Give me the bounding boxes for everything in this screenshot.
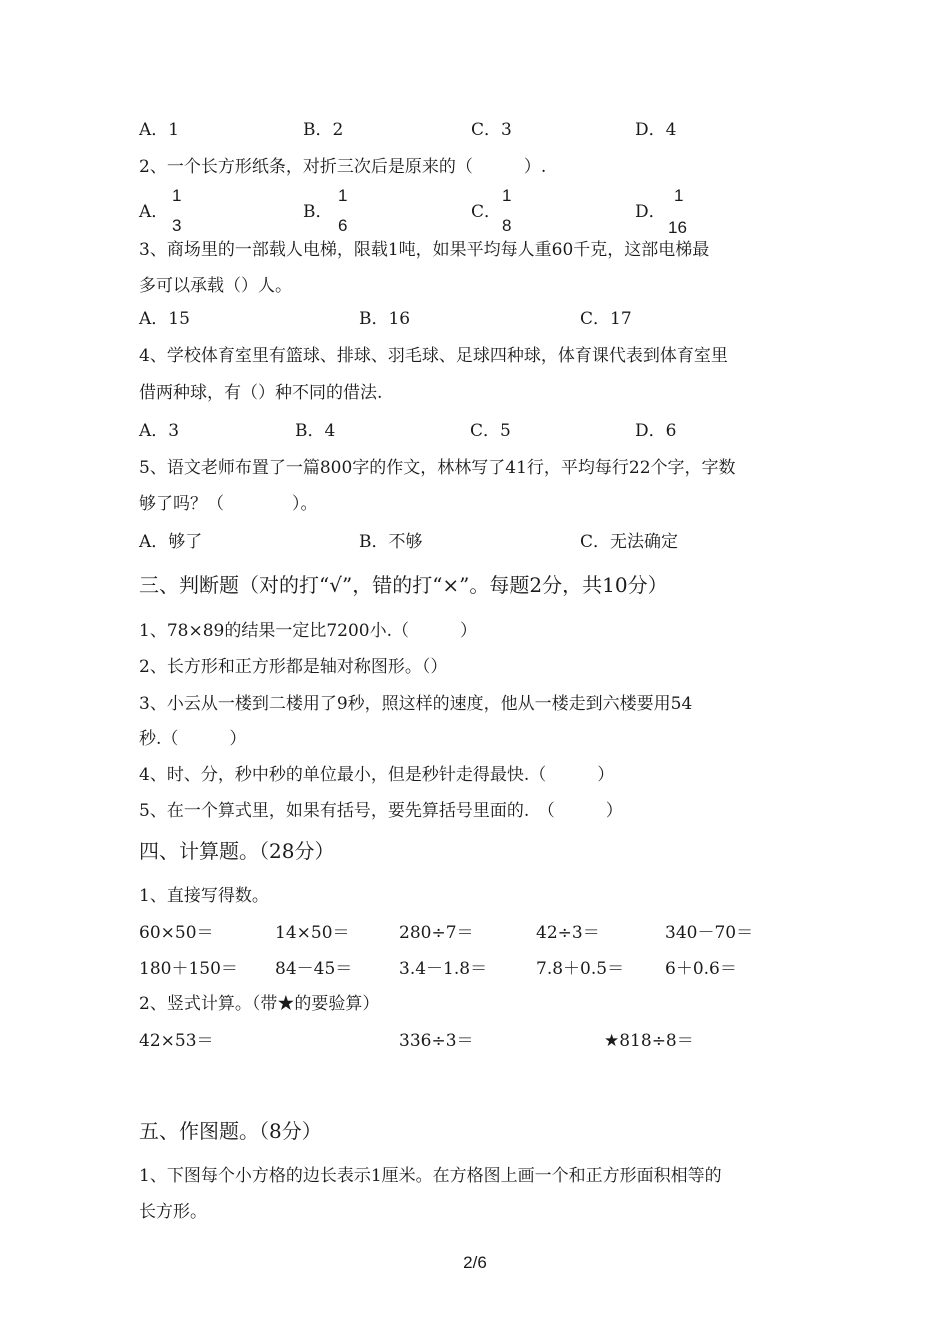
q4-option-c: C．5 (470, 421, 511, 441)
judge-item-1: 1、78×89的结果一定比7200小.（ ） (139, 621, 477, 641)
q4-line-1: 4、学校体育室里有篮球、排球、羽毛球、足球四种球，体育课代表到体育室里 (139, 346, 728, 366)
section-4-title: 四、计算题。（28分） (139, 839, 335, 863)
q2-d-denominator: 16 (668, 218, 687, 237)
judge-item-4: 4、时、分，秒中秒的单位最小，但是秒针走得最快.（ ） (139, 765, 615, 785)
q3-option-a: A．15 (139, 309, 190, 329)
judge-item-2: 2、长方形和正方形都是轴对称图形。（） (139, 657, 448, 677)
q1-option-c: C．3 (471, 120, 512, 140)
calc-item: 7.8＋0.5＝ (536, 959, 625, 979)
q1-option-a: A．1 (139, 120, 180, 140)
calc-item: 84－45＝ (275, 959, 353, 979)
judge-item-3-cont: 秒.（ ） (139, 729, 247, 749)
q4-option-b: B．4 (295, 421, 336, 441)
page-number: 2/6 (463, 1253, 487, 1272)
q2-stem: 2、一个长方形纸条，对折三次后是原来的（ ）. (139, 157, 547, 177)
calc-item: 340－70＝ (665, 923, 754, 943)
q2-a-denominator: 3 (172, 216, 182, 235)
section-3-title: 三、判断题（对的打“√”，错的打“×”。每题2分，共10分） (139, 573, 668, 597)
draw-line-1: 1、下图每个小方格的边长表示1厘米。在方格图上画一个和正方形面积相等的 (139, 1166, 722, 1186)
calc-sub-1: 1、直接写得数。 (139, 886, 269, 906)
calc-item: 180＋150＝ (139, 959, 238, 979)
q2-b-numerator: 1 (338, 186, 348, 205)
draw-line-2: 长方形。 (139, 1202, 207, 1222)
calc-item: 3.4－1.8＝ (399, 959, 488, 979)
q2-d-numerator: 1 (674, 186, 684, 205)
q2-c-denominator: 8 (502, 216, 512, 235)
q2-option-b: B． (303, 202, 333, 222)
q2-option-c: C． (471, 202, 502, 222)
q5-option-c: C．无法确定 (580, 532, 679, 552)
calc-item: 280÷7＝ (399, 923, 474, 943)
q2-b-denominator: 6 (338, 216, 348, 235)
calc-sub-2: 2、竖式计算。（带★的要验算） (139, 994, 380, 1014)
q2-a-numerator: 1 (172, 186, 182, 205)
vertical-calc-item: 336÷3＝ (399, 1031, 474, 1051)
q4-option-a: A．3 (139, 421, 180, 441)
calc-item: 42÷3＝ (536, 923, 600, 943)
q4-option-d: D．6 (635, 421, 677, 441)
q1-option-d: D．4 (635, 120, 677, 140)
judge-item-3: 3、小云从一楼到二楼用了9秒，照这样的速度，他从一楼走到六楼要用54 (139, 694, 693, 714)
q5-option-a: A．够了 (139, 532, 203, 552)
q5-line-2: 够了吗？（ ）。 (139, 494, 318, 514)
q1-option-b: B．2 (303, 120, 344, 140)
q3-line-2: 多可以承载（）人。 (139, 276, 292, 296)
q5-option-b: B．不够 (359, 532, 423, 552)
judge-item-5: 5、在一个算式里，如果有括号，要先算括号里面的. （ ） (139, 801, 623, 821)
q2-option-a: A． (139, 202, 169, 222)
vertical-calc-item: 42×53＝ (139, 1031, 214, 1051)
q3-line-1: 3、商场里的一部载人电梯，限载1吨，如果平均每人重60千克，这部电梯最 (139, 240, 710, 260)
q2-c-numerator: 1 (502, 186, 512, 205)
q3-option-c: C．17 (580, 309, 632, 329)
q5-line-1: 5、语文老师布置了一篇800字的作文，林林写了41行，平均每行22个字，字数 (139, 458, 736, 478)
q2-option-d: D． (635, 202, 666, 222)
vertical-calc-item-starred: ★818÷8＝ (604, 1031, 694, 1051)
calc-item: 14×50＝ (275, 923, 350, 943)
calc-item: 6＋0.6＝ (665, 959, 737, 979)
calc-item: 60×50＝ (139, 923, 214, 943)
q4-line-2: 借两种球，有（）种不同的借法. (139, 383, 383, 403)
section-5-title: 五、作图题。（8分） (139, 1119, 322, 1143)
q3-option-b: B．16 (359, 309, 411, 329)
